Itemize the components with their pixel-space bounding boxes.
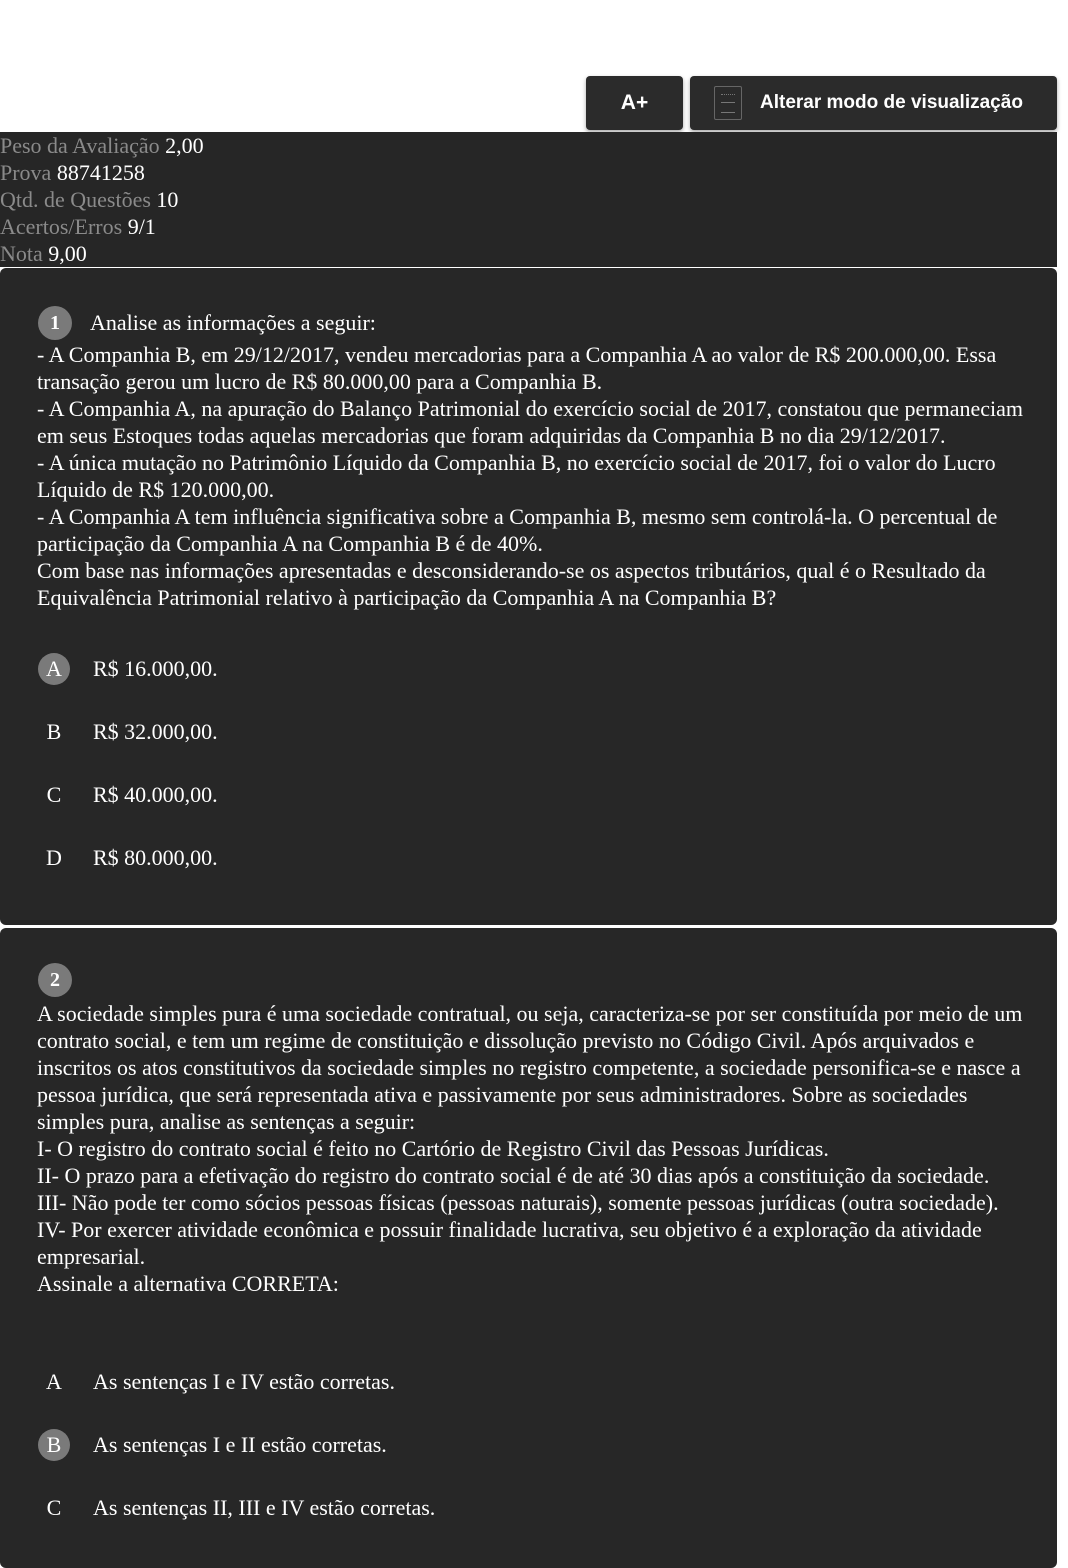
option-c[interactable] [38,1491,435,1525]
option-text: As sentenças I e II estão corretas. [93,1432,387,1457]
option-letter: D [46,845,62,870]
option-text: As sentenças II, III e IV estão corretas. [93,1495,436,1520]
question-card-1 [0,268,1057,925]
question-card-2 [0,928,1057,1568]
exam-summary [0,132,1057,267]
option-letter: C [46,1495,62,1520]
statement-line: II- O prazo para a efetivação do registro do contrato social é de até 30 dias após a constituição da sociedade. [37,1163,990,1188]
option-text: R$ 16.000,00. [93,656,218,681]
question-statement [37,341,1037,611]
statement-line: I- O registro do contrato social é feito no Cartório de Registro Civil das Pessoas Jurídicas. [37,1136,829,1161]
option-a[interactable] [38,652,218,686]
statement-line: IV- Por exercer atividade econômica e possuir finalidade lucrativa, seu objetivo é a exploração da atividade empresarial. [37,1217,982,1269]
statement-line: - A Companhia A tem influência significativa sobre a Companhia B, mesmo sem controlá-la. O percentual de participação da Companhia A na Companhia B é de 40%. [37,504,998,556]
option-a[interactable] [38,1365,395,1399]
summary-row-hits-misses: Acertos/Erros 9/1 [0,214,156,239]
view-mode-button[interactable] [690,76,1057,130]
option-d[interactable] [38,841,218,875]
statement-line: - A Companhia B, em 29/12/2017, vendeu mercadorias para a Companhia A ao valor de R$ 200.000,00. Essa transação gerou um lucro de R$ 80.000,00 para a Companhia B. [37,342,997,394]
document-view-icon [714,86,742,120]
question-statement [37,1000,1037,1297]
statement-line: - A Companhia A, na apuração do Balanço Patrimonial do exercício social de 2017, constatou que permaneciam em seus Estoques todas aquelas mercadorias que foram adquiridas da Companhia B no dia 29/12/2017. [37,396,1024,448]
option-letter-selected: B [38,1429,70,1461]
statement-line: - A única mutação no Patrimônio Líquido da Companhia B, no exercício social de 2017, foi o valor do Lucro Líquido de R$ 120.000,00. [37,450,996,502]
summary-row-grade: Nota 9,00 [0,241,87,266]
view-mode-label: Alterar modo de visualização [760,92,1023,113]
question-number-badge: 1 [38,306,72,340]
summary-row-question-count: Qtd. de Questões 10 [0,187,179,212]
option-text: R$ 40.000,00. [93,782,218,807]
option-text: As sentenças I e IV estão corretas. [93,1369,395,1394]
summary-row-weight: Peso da Avaliação 2,00 [0,133,204,158]
statement-line: Com base nas informações apresentadas e desconsiderando-se os aspectos tributários, qual é o Resultado da Equivalência Patrimonial relativo à participação da Companhia A na Companhia B? [37,558,986,610]
option-letter: B [46,719,62,744]
option-c[interactable] [38,778,218,812]
statement-line: A sociedade simples pura é uma sociedade contratual, ou seja, caracteriza-se por ser constituída por meio de um contrato social, e tem um regime de constituição e dissolução previsto no Código Civil. Após arquivados e inscritos os atos constitutivos da sociedade simples no registro competente, a sociedade personifica-se e nasce a pessoa jurídica, que será representada ativa e passivamente por seus administradores. Sobre as sociedades simples pura, analise as sentenças a seguir: [37,1001,1023,1134]
option-b[interactable] [38,715,218,749]
font-size-label: A+ [620,91,649,114]
option-letter: A [46,1369,62,1394]
option-letter-selected: A [38,653,70,685]
option-text: R$ 80.000,00. [93,845,218,870]
summary-row-exam: Prova 88741258 [0,160,145,185]
statement-line: Assinale a alternativa CORRETA: [37,1271,339,1296]
question-number-badge: 2 [38,963,72,997]
option-letter: C [46,782,62,807]
question-intro: Analise as informações a seguir: [90,310,376,335]
option-b[interactable] [38,1428,387,1462]
option-text: R$ 32.000,00. [93,719,218,744]
font-size-button[interactable] [586,76,683,130]
statement-line: III- Não pode ter como sócios pessoas físicas (pessoas naturais), somente pessoas jurídicas (outra sociedade). [37,1190,999,1215]
